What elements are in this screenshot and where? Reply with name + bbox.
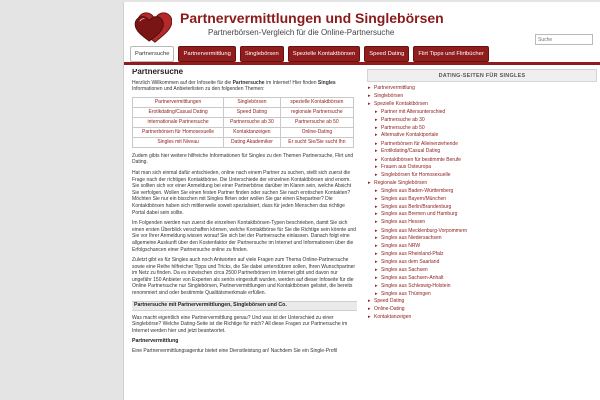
sidebar-item[interactable]: ▸ Frauen aus Osteuropa — [367, 164, 597, 172]
table-row — [133, 97, 354, 107]
section-heading: Partnersuche mit Partnervermittlungen, Singlebörsen und Co. — [132, 301, 357, 311]
sidebar-item[interactable]: ▸ Singles aus Bayern/München — [367, 196, 597, 204]
table-row — [133, 117, 354, 127]
nav-item-partnervermittlung[interactable]: Partnervermittlung — [178, 46, 235, 62]
intro-text: Informationen und Anbieterlisten zu den folgenden Themen: — [132, 86, 265, 93]
sidebar-item[interactable]: ▸ Singles aus Thüringen — [367, 291, 597, 299]
sidebar-item[interactable]: ▸ Kontaktbörsen für bestimmte Berufe — [367, 156, 597, 164]
sidebar-item[interactable]: ▸ Singles aus Schleswig-Holstein — [367, 283, 597, 291]
site-title[interactable]: Partnervermittlungen und Singlebörsen — [180, 10, 444, 26]
sidebar-item[interactable]: ▸ Partner mit Altersunterschied — [367, 109, 597, 117]
nav-item-flirt-tipps[interactable]: Flirt Tipps und Flirtbücher — [413, 46, 488, 62]
main-nav — [130, 46, 489, 62]
body-paragraph: Eine Partnervermittlungsagentur bietet eine Dienstleistung an! Nachdem Sie ein Single-Profil — [132, 348, 338, 355]
sidebar-item[interactable]: ▸ Erotikdating/Casual Dating — [367, 148, 597, 156]
intro-text: Herzlich Willkommen auf der Infoseite für die — [132, 79, 233, 86]
category-link[interactable]: Singlebörsen — [224, 97, 281, 107]
search-input[interactable] — [535, 34, 593, 45]
sidebar-item[interactable]: ▸ Spezielle Kontaktbörsen — [367, 101, 597, 109]
category-link[interactable]: Erotikdating/Casual Dating — [133, 107, 224, 117]
category-link[interactable]: spezielle Kontaktbörsen — [280, 97, 353, 107]
sidebar-item[interactable]: ▸ Speed Dating — [367, 298, 597, 306]
sidebar — [367, 69, 597, 400]
sidebar-item[interactable]: ▸ Singles aus Hessen — [367, 219, 597, 227]
sidebar-item[interactable]: ▸ Singles aus dem Saarland — [367, 259, 597, 267]
category-link[interactable]: Partnersuche ab 30 — [224, 117, 281, 127]
sidebar-item[interactable]: ▸ Singles aus Sachsen-Anhalt — [367, 275, 597, 283]
body-paragraph: Hat man sich einmal dafür entschieden, online nach einem Partner zu suchen, stellt sich zuerst die Frage nach der richtigen Kontaktbörse. Die Unterschiede der einzelnen Kontaktbörsen sind enorm. Sie sollten sich vor einer Anmeldung bei einer Partnerbörse darüber im Klaren sein, welche Absicht Sie verfolgen. Wollen Sie einen festen Partner finden oder suchen Sie nach erotischen Kontakten? Möchten Sie nur ein bisschen mit Singles flirten oder wollen Sie gar einen Ehepartner? Die Kontaktbörsen haben sich mittlerweile soweit spezialisiert, dass für jeden Menschen das richtige Portal dabei sein sollte. — [132, 169, 352, 216]
category-link[interactable]: Partnersuche ab 50 — [280, 117, 353, 127]
sidebar-item[interactable]: ▸ Singles aus Baden-Württemberg — [367, 188, 597, 196]
category-link[interactable]: Speed Dating — [224, 107, 281, 117]
sidebar-item[interactable]: ▸ Singles aus NRW — [367, 243, 597, 251]
sidebar-item[interactable]: ▸ Singles aus Niedersachsen — [367, 235, 597, 243]
sidebar-item[interactable]: ▸ Singlebörsen für Homosexuelle — [367, 172, 597, 180]
category-link[interactable]: Partnerbörsen für Homosexuelle — [133, 127, 224, 137]
sidebar-item[interactable]: ▸ Singles aus Sachsen — [367, 267, 597, 275]
category-link[interactable]: Kontaktanzeigen — [224, 127, 281, 137]
category-link[interactable]: Singles mit Niveau — [133, 137, 224, 147]
hearts-logo-icon[interactable] — [134, 10, 172, 44]
intro-paragraph — [132, 80, 357, 93]
sidebar-item[interactable]: ▸ Partnerbörsen für Alleinerziehende — [367, 140, 597, 148]
table-row — [133, 127, 354, 137]
nav-item-speed-dating[interactable]: Speed Dating — [364, 46, 409, 62]
sidebar-item[interactable]: ▸ Singles aus Berlin/Brandenburg — [367, 204, 597, 212]
sidebar-item[interactable]: ▸ Singles aus Mecklenburg-Vorpommern — [367, 227, 597, 235]
sidebar-heading: DATING-SEITEN FÜR SINGLES — [367, 69, 597, 82]
sidebar-item[interactable]: ▸ Kontaktanzeigen — [367, 314, 597, 322]
sidebar-item[interactable]: ▸ Regionale Singlebörsen — [367, 180, 597, 188]
sidebar-item[interactable]: ▸ Online-Dating — [367, 306, 597, 314]
category-link[interactable]: Er sucht Sie/Sie sucht Ihn — [280, 137, 353, 147]
table-row — [133, 137, 354, 147]
category-link[interactable]: Online-Dating — [280, 127, 353, 137]
main-content — [132, 69, 357, 400]
intro-strong-partnersuche: Partnersuche — [232, 79, 265, 86]
sidebar-item[interactable]: ▸ Singles aus Bremen und Hamburg — [367, 211, 597, 219]
nav-divider — [124, 62, 600, 65]
intro-text: im Internet! Hier finden — [264, 79, 318, 86]
nav-item-singleboersen[interactable]: Singlebörsen — [240, 46, 284, 62]
table-row — [133, 107, 354, 117]
category-link[interactable]: Dating Akademiker — [224, 137, 281, 147]
body-paragraph: Zuletzt gibt es für Singles auch noch Antworten auf viele Fragen zum Thema Online-Partnersuche sowie eine Reihe hilfreicher Tipps und Tricks, die Sie dabei unterstützen sollen, Ihren Wunschpartner im Netz zu finden. Da es inzwischen circa 2500 Partnerbörsen im Internet gibt und davon nur ungefähr 150 Anbieter von Experten als seriös eingestuft wurden, werden auf dieser Infoseite für die Online Partnersuche nur Singlebörsen, Partnervermittlungen und Kontaktbörsen gelistet, die bereits renommiert sind oder bestimmte Qualitätsmerkmale erfüllen. — [132, 257, 356, 297]
nav-item-partnersuche[interactable]: Partnersuche — [130, 46, 174, 62]
page-container — [123, 2, 600, 400]
subsection-heading: Partnervermittlung — [132, 338, 179, 345]
sidebar-item[interactable]: ▸ Singles aus Rheinland-Pfalz — [367, 251, 597, 259]
category-link[interactable]: regionale Partnersuche — [280, 107, 353, 117]
intro-strong-singles: Singles — [317, 79, 336, 86]
sidebar-item[interactable]: ▸ Singlebörsen — [367, 93, 597, 101]
body-paragraph: Zudem gibts hier weitere hilfreiche Informationen für Singles zu den Themen Partnersuche, Flirt und Dating. — [132, 152, 354, 166]
body-paragraph: Was macht eigentlich eine Partnervermittlung genau? Und was ist der Unterschied zu einer Singlebörse? Welche Dating-Seite ist die Richtige für mich? All diese Fragen zur Partnersuche im Internet werden hier und jetzt beantwortet. — [132, 314, 348, 334]
body-paragraph: Im Folgenden werden nun zuerst die einzelnen Kontaktbörsen-Typen beschrieben, damit Sie sich einen ersten Überblick verschaffen können, welche Kontaktbörse für Sie die Richtige sein könnte und Sie vor Ihrer Anmeldung wissen worauf Sie sich bei der Partnersuche einlassen. Danach folgt eine allgemeine Auskunft über den Kostenfaktor der Partnersuche im Internet und Informationen über die Erfolgschancen einer Partnersuche online zu finden. — [132, 220, 356, 253]
category-table — [132, 97, 354, 148]
sidebar-item[interactable]: ▸ Partnervermittlung — [367, 85, 597, 93]
site-subtitle: Partnerbörsen-Vergleich für die Online-Partnersuche — [208, 28, 395, 37]
page-title: Partnersuche — [132, 69, 184, 76]
sidebar-item[interactable]: ▸ Alternative Kontaktportale — [367, 132, 597, 140]
sidebar-item[interactable]: ▸ Partnersuche ab 30 — [367, 117, 597, 125]
nav-item-spezielle-kontaktboersen[interactable]: Spezielle Kontaktbörsen — [288, 46, 361, 62]
category-link[interactable]: internationale Partnersuche — [133, 117, 224, 127]
sidebar-item[interactable]: ▸ Partnersuche ab 50 — [367, 125, 597, 133]
sidebar-list — [367, 85, 597, 322]
category-link[interactable]: Partnervermittlungen — [133, 97, 224, 107]
